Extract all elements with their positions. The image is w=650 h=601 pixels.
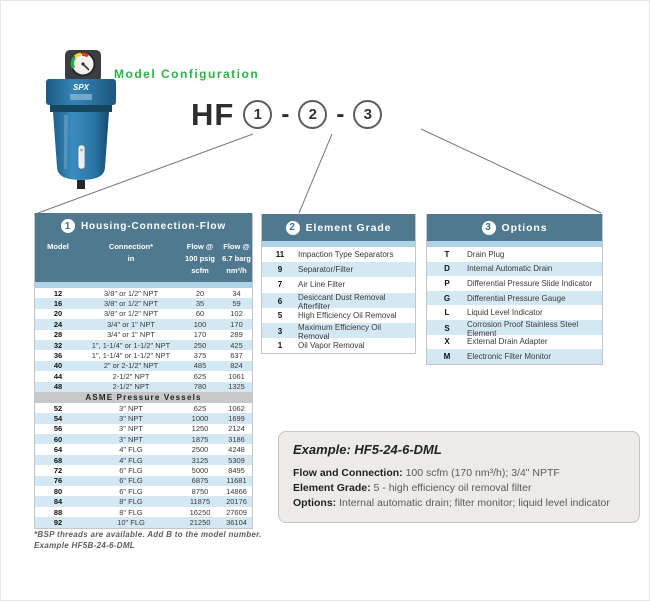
table-row <box>262 277 415 292</box>
table-row <box>262 322 415 341</box>
example-title: Example: HF5-24-6-DML <box>293 442 442 457</box>
code-cell: T <box>444 249 450 259</box>
flow-scfm-cell: 1250 <box>191 424 209 434</box>
code-cell: P <box>444 278 450 288</box>
code-cell: 1 <box>277 341 283 351</box>
flow-nm3h-cell: 2124 <box>228 424 245 434</box>
flow-scfm-cell: 60 <box>195 309 205 319</box>
table-row <box>427 305 602 320</box>
circled-number-1: 1 <box>243 100 272 129</box>
table-row <box>427 247 602 262</box>
flow-nm3h-cell: 34 <box>232 288 241 298</box>
col-connection: Connection* <box>108 242 154 251</box>
housing-table-header <box>35 213 252 239</box>
connection-cell: 3/8" or 1/2" NPT <box>103 299 159 309</box>
flow-nm3h-cell: 4248 <box>228 445 245 455</box>
label-cell: High Efficiency Oil Removal <box>298 310 397 320</box>
connection-cell: 1", 1-1/4" or 1-1/2" NPT <box>91 351 171 361</box>
flow-scfm-cell: 1875 <box>191 434 209 444</box>
code-cell: 3 <box>277 327 283 337</box>
col-flow-psig: Flow @ <box>186 242 214 251</box>
flow-scfm-cell: 20 <box>195 288 205 298</box>
model-cell: 72 <box>53 465 63 475</box>
label-cell: Corrosion Proof Stainless Steel Element <box>467 319 579 338</box>
connection-cell: 3" NPT <box>119 424 143 434</box>
model-cell: 48 <box>53 382 63 392</box>
model-cell: 64 <box>53 445 63 455</box>
connection-cell: 3" NPT <box>119 413 143 423</box>
flow-scfm-cell: 625 <box>193 403 207 413</box>
flow-scfm-cell: 2500 <box>191 445 209 455</box>
table-row <box>35 444 252 454</box>
footnote-line-1: *BSP threads are available. Add B to the model number. <box>34 530 262 539</box>
code-cell: 6 <box>277 297 283 307</box>
connection-cell: 3/4" or 1" NPT <box>107 330 155 340</box>
flow-nm3h-cell: 824 <box>230 361 243 371</box>
badge-1-icon: 1 <box>61 219 75 233</box>
housing-connection-flow-table <box>34 213 253 529</box>
filter-product-photo <box>37 47 125 193</box>
flow-scfm-cell: 625 <box>193 371 207 381</box>
flow-nm3h-cell: 59 <box>232 299 241 309</box>
code-cell: L <box>444 308 450 318</box>
separator-dash: - <box>336 100 345 128</box>
table-row <box>427 319 602 338</box>
label-cell: Oil Vapor Removal <box>298 341 365 351</box>
connection-cell: 6" FLG <box>119 465 143 475</box>
label-cell: Electronic Filter Monitor <box>467 351 552 361</box>
model-code <box>191 99 382 130</box>
options-rows <box>427 247 602 364</box>
label-cell: Internal Automatic Drain <box>467 264 553 274</box>
table-row <box>35 413 252 423</box>
code-cell: D <box>444 264 450 274</box>
connection-cell: 3/8" or 1/2" NPT <box>103 309 159 319</box>
label-cell: Separator/Filter <box>298 265 354 275</box>
flow-scfm-cell: 11875 <box>189 497 211 507</box>
table-row <box>35 507 252 517</box>
model-cell: 68 <box>53 455 63 465</box>
page-title: Model Configuration <box>114 67 260 81</box>
connection-cell: 3" NPT <box>119 434 143 444</box>
table-row <box>35 382 252 392</box>
housing-column-headers: Model Connection* in Flow @ 100 psig scfm Flow @ 6.7 barg nm³/h <box>35 239 252 282</box>
bsp-footnote <box>34 530 262 551</box>
circled-number-2: 2 <box>298 100 327 129</box>
code-cell: 7 <box>277 280 283 290</box>
element-grade-table <box>261 214 416 354</box>
element-grade-header <box>262 214 415 241</box>
table-row <box>262 292 415 311</box>
flow-nm3h-cell: 425 <box>230 340 243 350</box>
table-row <box>427 349 602 364</box>
table-row <box>35 476 252 486</box>
model-cell: 92 <box>53 517 63 527</box>
connection-cell: 6" FLG <box>119 486 143 496</box>
table-row <box>35 486 252 496</box>
code-cell: M <box>443 351 451 361</box>
flow-scfm-cell: 1000 <box>191 413 209 423</box>
badge-2-icon: 2 <box>286 221 300 235</box>
model-cell: 52 <box>53 403 63 413</box>
label-cell: Differential Pressure Slide Indicator <box>467 278 593 288</box>
options-header <box>427 214 602 241</box>
footnote-line-2: Example HF5B-24-6-DML <box>34 540 135 550</box>
flow-scfm-cell: 21250 <box>189 517 211 527</box>
flow-nm3h-cell: 102 <box>230 309 243 319</box>
flow-nm3h-cell: 289 <box>230 330 243 340</box>
model-cell: 54 <box>53 413 63 423</box>
example-grade-line: Element Grade: 5 - high efficiency oil removal filter <box>293 482 532 494</box>
connection-cell: 2" or 2-1/2" NPT <box>103 361 159 371</box>
flow-scfm-cell: 780 <box>193 382 207 392</box>
label-cell: Differential Pressure Gauge <box>467 293 566 303</box>
col-model: Model <box>47 242 69 251</box>
housing-table-title: Housing-Connection-Flow <box>80 220 227 232</box>
flow-scfm-cell: 250 <box>193 340 207 350</box>
connection-cell: 3/4" or 1" NPT <box>107 319 155 329</box>
badge-3-icon: 3 <box>482 221 496 235</box>
model-prefix: HF <box>191 97 235 132</box>
drain-port <box>77 180 85 189</box>
connection-cell: 6" FLG <box>119 476 143 486</box>
model-cell: 24 <box>53 319 63 329</box>
flow-scfm-cell: 3125 <box>191 455 209 465</box>
flow-scfm-cell: 8750 <box>191 486 209 496</box>
flow-scfm-cell: 100 <box>193 319 207 329</box>
flow-nm3h-cell: 5309 <box>228 455 245 465</box>
connection-cell: 2-1/2" NPT <box>112 371 150 381</box>
flow-nm3h-cell: 1062 <box>228 403 245 413</box>
flow-nm3h-cell: 36104 <box>226 517 247 527</box>
code-cell: 9 <box>277 265 283 275</box>
table-row <box>35 434 252 444</box>
connection-cell: 8" FLG <box>119 497 143 507</box>
table-row <box>427 262 602 277</box>
brand-label: SPX <box>72 83 90 92</box>
label-cell: Impaction Type Separators <box>298 250 394 260</box>
element-grade-title: Element Grade <box>305 221 392 234</box>
model-cell: 12 <box>53 288 63 298</box>
flow-scfm-cell: 6875 <box>191 476 209 486</box>
table-row <box>427 335 602 350</box>
table-row <box>35 371 252 381</box>
example-options-line: Options: Internal automatic drain; filter monitor; liquid level indicator <box>293 497 610 509</box>
flow-nm3h-cell: 170 <box>230 319 243 329</box>
flow-scfm-cell: 5000 <box>191 465 209 475</box>
code-cell: S <box>444 324 450 334</box>
model-cell: 28 <box>53 330 63 340</box>
model-cell: 20 <box>53 309 63 319</box>
label-cell: Liquid Level Indicator <box>467 308 543 318</box>
table-row <box>262 338 415 353</box>
connection-cell: 2-1/2" NPT <box>112 382 150 392</box>
table-row <box>35 496 252 506</box>
code-cell: 11 <box>275 250 285 260</box>
circled-number-3: 3 <box>353 100 382 129</box>
flow-nm3h-cell: 1325 <box>228 382 245 392</box>
connection-cell: 8" FLG <box>119 507 143 517</box>
flow-scfm-cell: 375 <box>193 351 207 361</box>
model-cell: 84 <box>53 497 63 507</box>
connection-cell: 4" FLG <box>119 445 143 455</box>
table-row <box>35 309 252 319</box>
flow-scfm-cell: 485 <box>193 361 207 371</box>
flow-scfm-cell: 16250 <box>189 507 211 517</box>
label-cell: Desiccant Dust Removal Afterfilter <box>298 292 386 311</box>
table-row <box>262 308 415 323</box>
label-cell: External Drain Adapter <box>467 337 548 347</box>
model-cell: 60 <box>53 434 63 444</box>
model-cell: 56 <box>53 424 63 434</box>
code-cell: 5 <box>277 310 283 320</box>
connection-cell: 3/8" or 1/2" NPT <box>103 288 159 298</box>
connection-cell: 1", 1-1/4" or 1-1/2" NPT <box>91 340 171 350</box>
flow-nm3h-cell: 1699 <box>228 413 245 423</box>
connection-cell: 10" FLG <box>117 517 145 527</box>
table-row <box>427 276 602 291</box>
flow-scfm-cell: 35 <box>195 299 205 309</box>
table-row <box>35 465 252 475</box>
example-box <box>278 431 640 523</box>
table-row <box>35 288 252 298</box>
flow-nm3h-cell: 3186 <box>228 434 245 444</box>
model-cell: 44 <box>53 371 63 381</box>
model-cell: 16 <box>53 299 63 309</box>
table-row <box>262 247 415 262</box>
model-cell: 88 <box>53 507 63 517</box>
flow-nm3h-cell: 20176 <box>226 497 247 507</box>
flow-nm3h-cell: 27609 <box>226 507 247 517</box>
asme-section-header: ASME Pressure Vessels <box>35 392 252 403</box>
model-cell: 76 <box>53 476 63 486</box>
table-row <box>35 340 252 350</box>
connection-cell: 4" FLG <box>119 455 143 465</box>
flow-nm3h-cell: 637 <box>230 351 243 361</box>
code-cell: G <box>443 293 451 303</box>
label-cell: Maximum Efficiency Oil Removal <box>298 322 381 341</box>
options-title: Options <box>501 221 548 234</box>
element-grade-rows <box>262 247 415 353</box>
flow-nm3h-cell: 11681 <box>226 476 247 486</box>
model-cell: 40 <box>53 361 63 371</box>
connection-cell: 3" NPT <box>119 403 143 413</box>
code-cell: X <box>444 337 450 347</box>
col-flow-barg: Flow @ <box>223 242 250 251</box>
table-row <box>35 350 252 360</box>
flow-scfm-cell: 170 <box>193 330 207 340</box>
flow-nm3h-cell: 14866 <box>226 486 247 496</box>
table-row <box>35 517 252 527</box>
table-row <box>35 330 252 340</box>
table-row <box>35 455 252 465</box>
flow-nm3h-cell: 8495 <box>228 465 245 475</box>
table-row <box>35 319 252 329</box>
table-row <box>35 424 252 434</box>
model-cell: 36 <box>53 351 63 361</box>
table-row <box>262 262 415 277</box>
model-cell: 80 <box>53 486 63 496</box>
table-row <box>35 361 252 371</box>
table-row <box>35 298 252 308</box>
flow-nm3h-cell: 1061 <box>228 371 245 381</box>
example-flow-line: Flow and Connection: 100 scfm (170 nm³/h); 3/4" NPTF <box>293 467 560 479</box>
label-cell: Drain Plug <box>467 249 505 259</box>
label-cell: Air Line Filter <box>298 280 346 290</box>
model-cell: 32 <box>53 340 63 350</box>
separator-dash: - <box>281 100 290 128</box>
housing-rows <box>35 288 252 528</box>
table-row <box>35 403 252 413</box>
table-row <box>427 291 602 306</box>
options-table <box>426 214 603 365</box>
